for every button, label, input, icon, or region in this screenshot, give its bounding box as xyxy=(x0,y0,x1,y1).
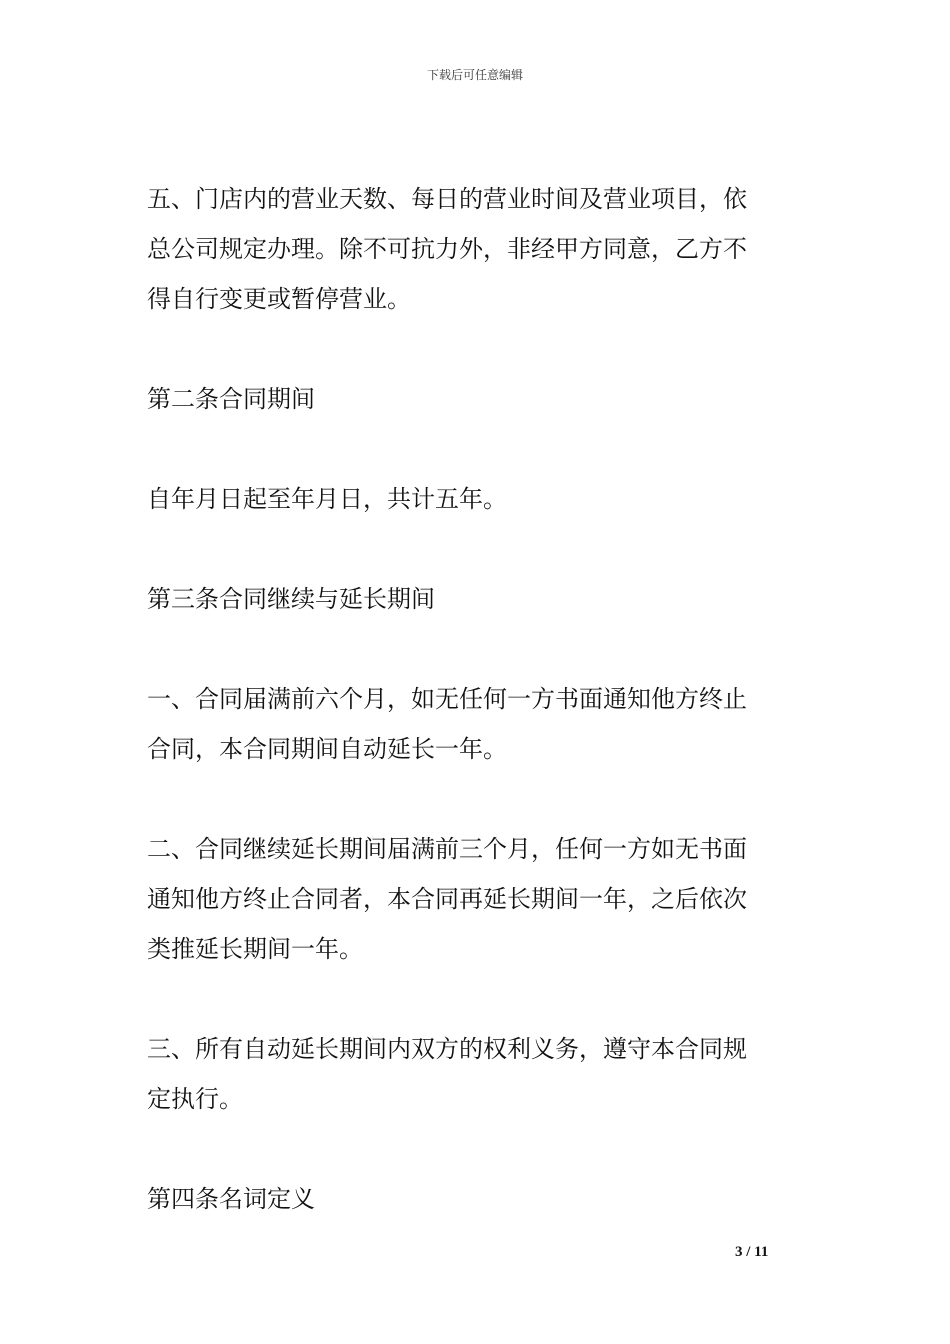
text-line: 类推延长期间一年。 xyxy=(147,935,363,963)
text-line: 得自行变更或暂停营业。 xyxy=(147,285,411,313)
text-line: 第二条合同期间 xyxy=(147,385,315,413)
text-line: 通知他方终止合同者，本合同再延长期间一年，之后依次 xyxy=(147,885,747,913)
paragraph-clause-5 xyxy=(147,174,807,324)
section-heading-article-3 xyxy=(147,574,807,624)
text-line: 合同，本合同期间自动延长一年。 xyxy=(147,735,507,763)
paragraph-contract-period xyxy=(147,474,807,524)
text-line: 二、合同继续延长期间届满前三个月，任何一方如无书面 xyxy=(147,835,747,863)
text-line: 五、门店内的营业天数、每日的营业时间及营业项目，依 xyxy=(147,185,747,213)
paragraph-clause-1 xyxy=(147,674,807,774)
text-line: 第四条名词定义 xyxy=(147,1185,315,1213)
paragraph-clause-3 xyxy=(147,1024,807,1124)
text-line: 总公司规定办理。除不可抗力外，非经甲方同意，乙方不 xyxy=(147,235,747,263)
section-heading-article-2 xyxy=(147,374,807,424)
section-heading-article-4 xyxy=(147,1174,807,1224)
page-number: 3 / 11 xyxy=(735,1244,769,1260)
text-line: 第三条合同继续与延长期间 xyxy=(147,585,435,613)
document-body xyxy=(147,174,807,1224)
text-line: 自年月日起至年月日，共计五年。 xyxy=(147,485,507,513)
text-line: 一、合同届满前六个月，如无任何一方书面通知他方终止 xyxy=(147,685,747,713)
header-note: 下载后可任意编辑 xyxy=(426,68,523,82)
text-line: 定执行。 xyxy=(147,1085,243,1113)
text-line: 三、所有自动延长期间内双方的权利义务，遵守本合同规 xyxy=(147,1035,747,1063)
paragraph-clause-2 xyxy=(147,824,807,974)
